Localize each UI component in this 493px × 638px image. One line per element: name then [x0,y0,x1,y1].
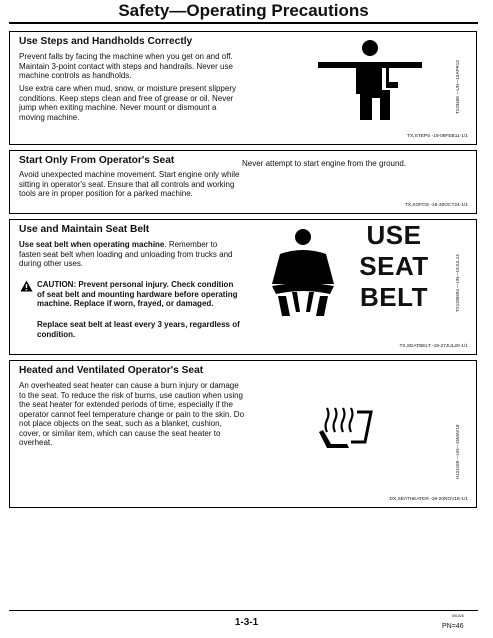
person-climbing-icon [310,38,430,122]
section-seat-belt [9,219,477,355]
page-title: Safety—Operating Precautions [9,0,478,24]
caution-text: CAUTION: Prevent personal injury. Check condition of seat belt and mounting hardware before operating machine. Replace if worn, frayed, or damaged. [37,280,238,308]
caution-text: Replace seat belt at least every 3 years, regardless of condition. [37,320,240,339]
image-code: TX1185694 —UN—19JUL14 [455,254,460,312]
section-steps [9,31,477,145]
section-heading: Use and Maintain Seat Belt [19,224,150,235]
section-paragraph: Use extra care when mud, snow, or moisture present slippery conditions. Keep steps clean and free of grease or oil. Never jump when exiting machine. Never mount or dismount a moving machine. [19,84,236,122]
pn-number: PN=46 [442,623,464,630]
section-paragraph: Never attempt to start engine from the ground. [242,159,407,168]
caution-triangle-icon [20,280,33,292]
footer-date-code: 051026 [452,614,464,618]
use-seat-belt-sign [354,220,434,313]
reference-code: DX,SEATHEATER -19-20NOV18-1/1 [389,497,468,502]
sign-line: USE [366,220,422,250]
sign-line: SEAT [359,251,429,281]
heated-seat-icon [313,406,375,450]
emphasis-text: Use seat belt when operating machine [19,240,165,249]
reference-code: TX,STEPS -19-09FEB11-1/1 [407,134,468,139]
section-paragraph [19,240,241,269]
reference-code: TX,SEATBELT -19-27JUL20-1/1 [399,344,468,349]
section-paragraph: Prevent falls by facing the machine when you get on and off. Maintain 3-point contact with steps and handrails. Never use machine controls as handholds. [19,52,233,80]
section-start [9,150,477,214]
section-heading: Heated and Ventilated Operator's Seat [19,365,204,376]
image-code: T133468 —UN—15APR13 [455,60,460,114]
section-paragraph: Avoid unexpected machine movement. Start engine only while sitting in operator's seat. Ensure that all controls and working tools are in proper position for a parked machine. [19,170,240,198]
paragraph-text: . Remember to fasten seat belt when loading and unloading from trucks and during other uses. [19,240,233,268]
image-code: H124169 —UN—15MAY18 [455,424,460,479]
seat-belt-person-icon [268,228,338,318]
footer-divider [9,610,478,611]
section-heated-seat [9,360,477,508]
sign-line: BELT [360,282,428,312]
section-paragraph: An overheated seat heater can cause a burn injury or damage to the seat. To reduce the risk of burns, use caution when using the seat heater for extended periods of time, especially if the operator cannot feel temperature change or pain to the skin. Do not place objects on the seat, such as a blanket, cushion, cover, or similar item, which can cause the seat heater to overheat. [19,381,245,447]
reference-code: TX,SOFOS -19-30OCT24-1/1 [404,203,468,208]
section-heading: Start Only From Operator's Seat [19,155,175,166]
page-number: 1-3-1 [234,617,259,628]
section-heading: Use Steps and Handholds Correctly [19,36,193,47]
